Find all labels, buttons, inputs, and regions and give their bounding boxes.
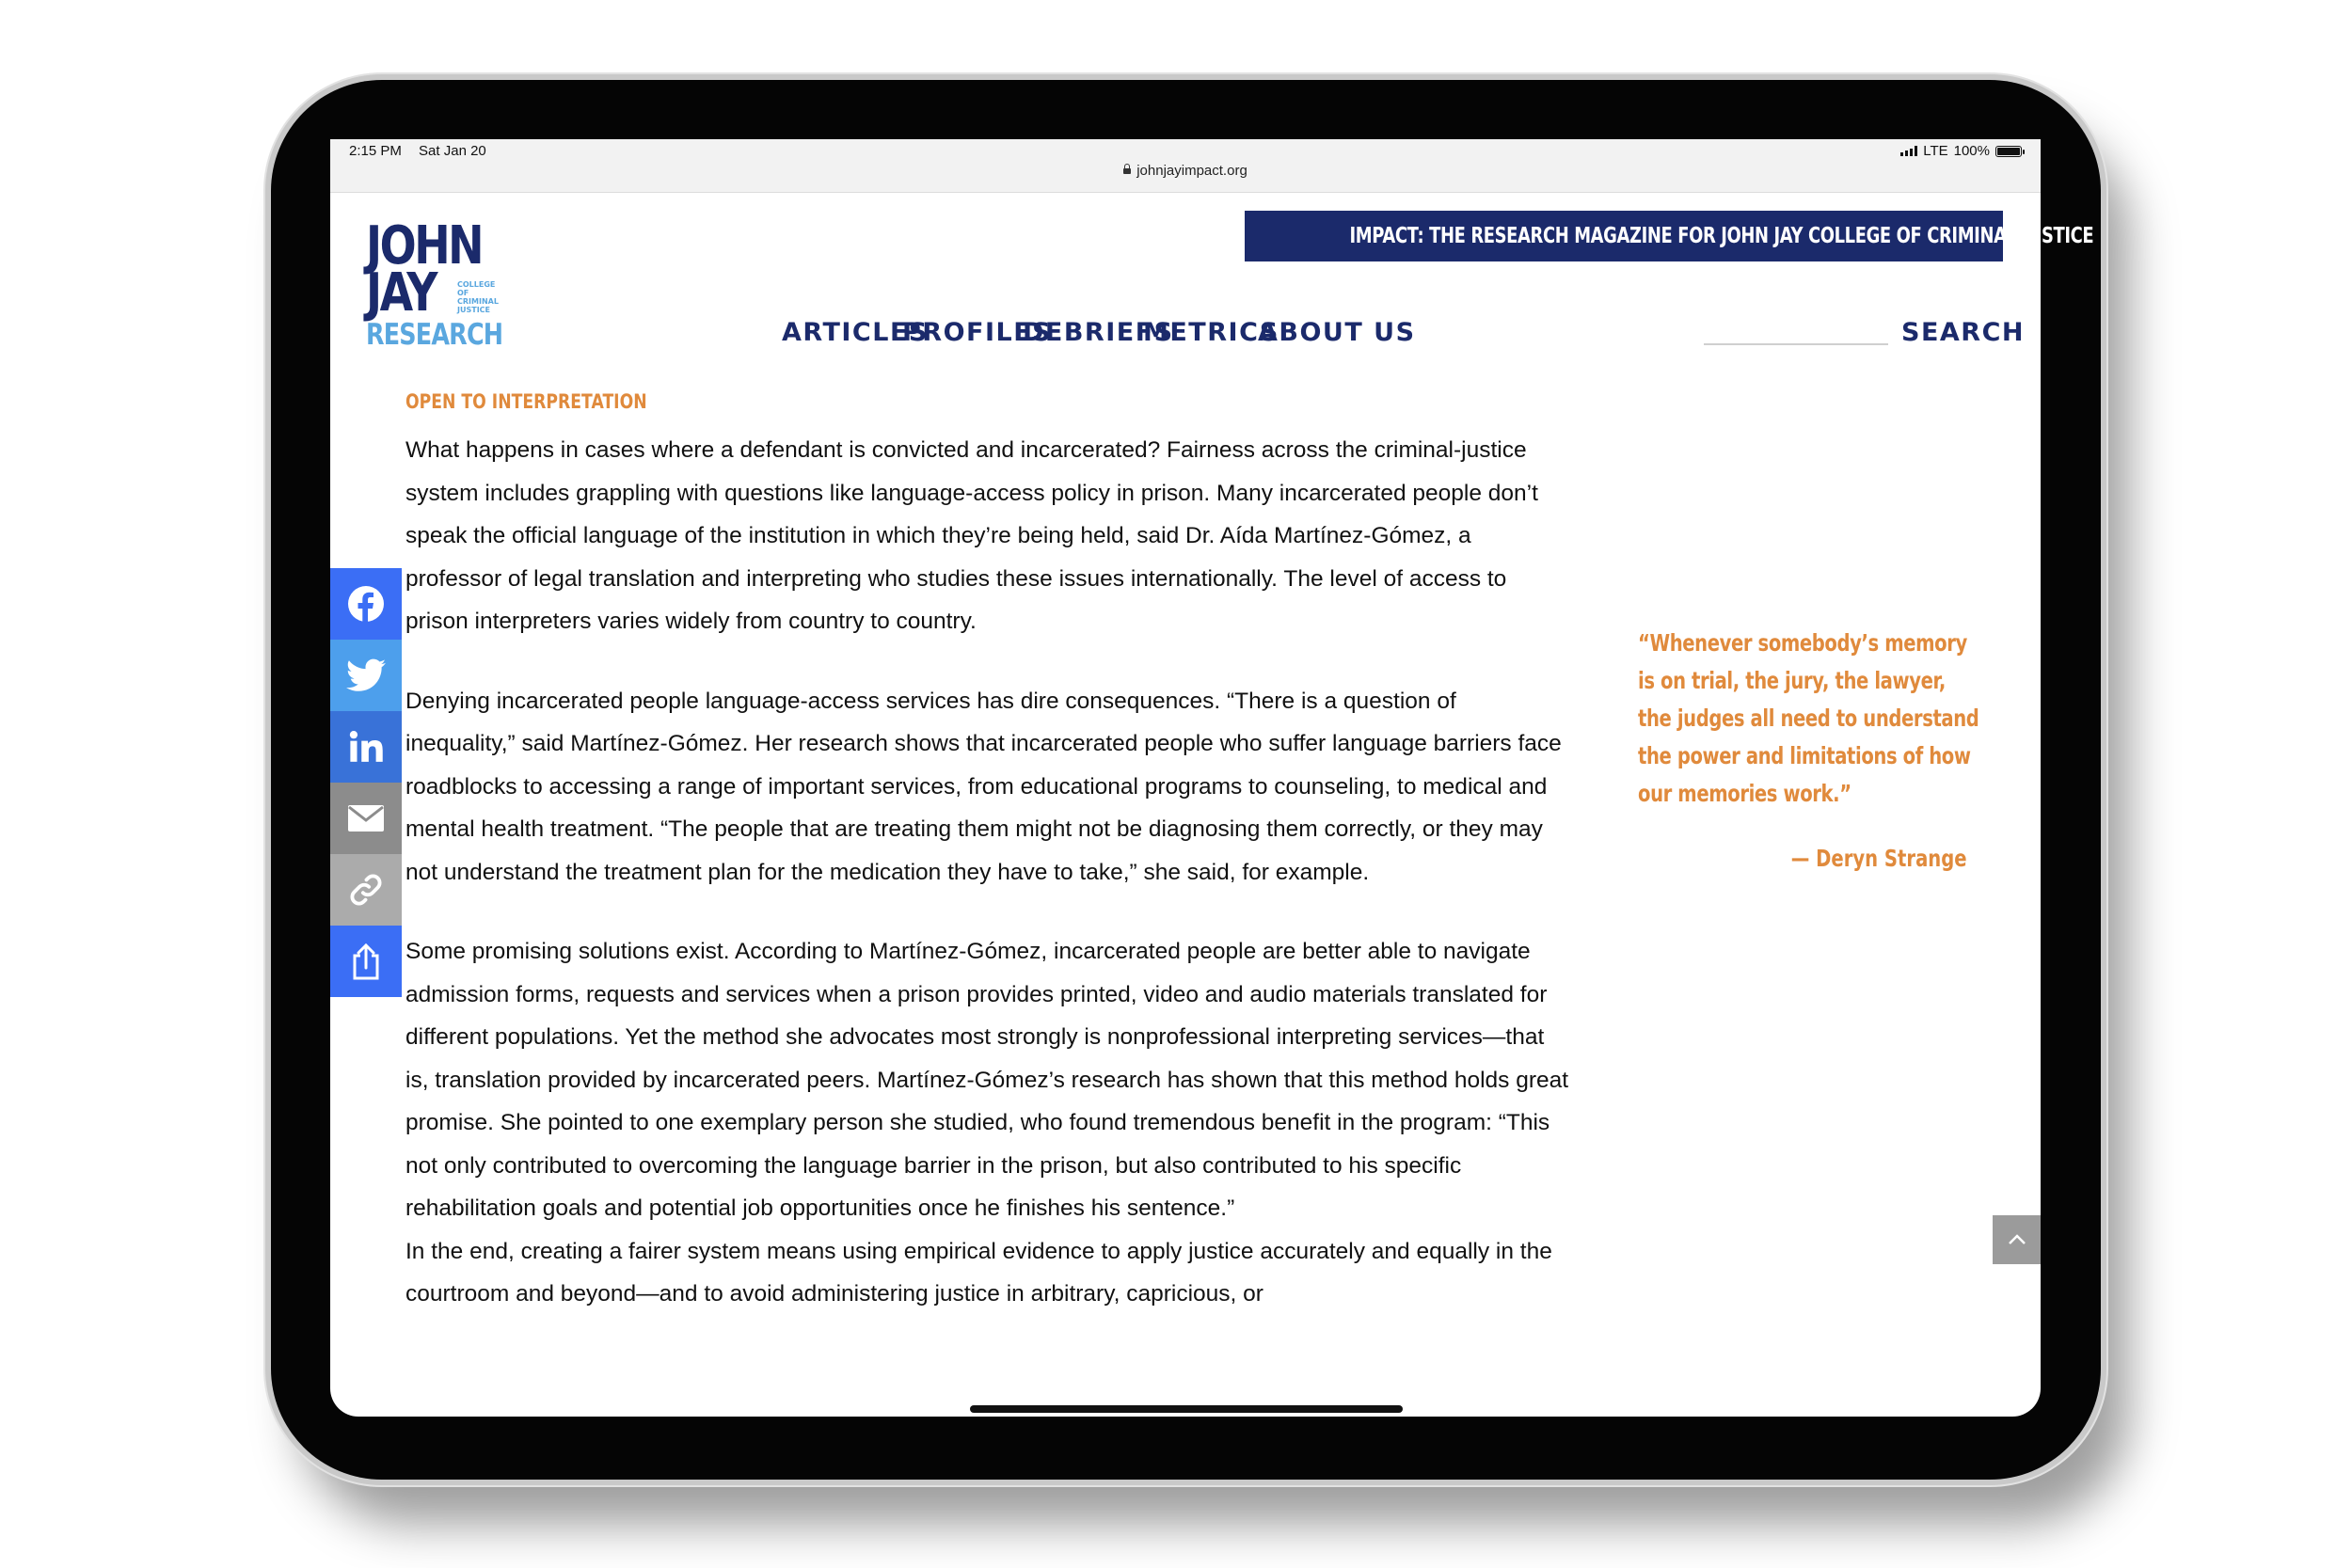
battery-label: 100%: [1953, 143, 1990, 159]
pull-quote-attribution: — Deryn Strange: [1791, 845, 1967, 872]
email-icon: [347, 804, 385, 832]
home-indicator[interactable]: [970, 1405, 1403, 1413]
copy-link-button[interactable]: [330, 854, 402, 926]
status-bar: [330, 139, 2041, 193]
nav-about-us[interactable]: ABOUT US: [1258, 318, 1416, 347]
email-share-button[interactable]: [330, 783, 402, 854]
pull-quote-text: “Whenever somebody’s memory is on trial, the jury, the lawyer, the judges all need to understand the power and limitations of how our memories work.”: [1638, 629, 1979, 807]
share-icon: [350, 942, 382, 980]
magazine-banner[interactable]: IMPACT: THE RESEARCH MAGAZINE FOR JOHN JAY COLLEGE OF CRIMINAL JUSTICE: [1245, 211, 2003, 261]
chevron-up-icon: [2007, 1233, 2027, 1246]
status-time: 2:15 PM: [349, 143, 402, 159]
search-button[interactable]: SEARCH: [1901, 318, 2025, 347]
battery-icon: [1995, 146, 2022, 157]
nav-metrics[interactable]: METRICS: [1143, 318, 1279, 347]
pull-quote: [1638, 625, 1986, 813]
nav-profiles[interactable]: PROFILES: [902, 318, 1053, 347]
status-right: [1900, 143, 2022, 159]
address-bar[interactable]: [330, 163, 2041, 179]
more-share-button[interactable]: [330, 926, 402, 997]
facebook-share-button[interactable]: [330, 568, 402, 640]
article-paragraph: Denying incarcerated people language-access services has dire consequences. “There is a question of inequality,” said Martínez-Gómez. Her research shows that incarcerated people who suffer language barriers face roadblocks to accessing a range of important services, from educational programs to counseling, to medical and mental health treatment. “The people that are treating them might not be diagnosing them correctly, or they may not understand the treatment plan for the medication they have to take,” she said, for example.: [405, 688, 1562, 885]
signal-icon: [1900, 146, 1917, 156]
logo-subtitle: COLLEGE OF CRIMINAL JUSTICE: [457, 280, 499, 314]
copy-link-icon: [348, 872, 384, 908]
nav-debriefs[interactable]: DEBRIEFS: [1023, 318, 1174, 347]
network-label: LTE: [1923, 143, 1948, 159]
status-date: Sat Jan 20: [419, 143, 486, 159]
browser-viewport: [330, 139, 2094, 1417]
article-kicker: OPEN TO INTERPRETATION: [405, 390, 647, 413]
twitter-share-button[interactable]: [330, 640, 402, 711]
logo-research: RESEARCH: [366, 318, 503, 352]
share-bar: [330, 568, 402, 997]
status-left: [349, 143, 500, 159]
twitter-icon: [346, 658, 386, 692]
nav-articles[interactable]: ARTICLES: [782, 318, 929, 347]
article-paragraph: In the end, creating a fairer system means using empirical evidence to apply justice accurately and equally in the courtroom and beyond—and to avoid administering justice in arbitrary, capricious, or: [405, 1238, 1552, 1307]
address-url: johnjayimpact.org: [1136, 163, 1248, 179]
back-to-top-button[interactable]: [1993, 1215, 2041, 1264]
logo-jay: JAY: [366, 262, 437, 324]
site-logo[interactable]: [366, 215, 516, 352]
lock-icon: [1123, 168, 1131, 174]
linkedin-icon: [348, 729, 384, 765]
article-paragraph: Some promising solutions exist. According to Martínez-Gómez, incarcerated people are better able to navigate admission forms, requests and services when a prison provides printed, video and audio materials translated for different populations. Yet the method she advocates most strongly is nonprofessional interpreting services—that is, translation provided by incarcerated peers. Martínez-Gómez’s research has shown that this method holds great promise. She pointed to one exemplary person she studied, who found tremendous benefit in the program: “This not only contributed to overcoming the language barrier in the prison, but also contributed to his specific rehabilitation goals and potential job opportunities once he finishes his sentence.”: [405, 939, 1569, 1221]
linkedin-share-button[interactable]: [330, 711, 402, 783]
search-input[interactable]: [1704, 343, 1888, 345]
facebook-icon: [347, 585, 385, 623]
logo-john: JOHN: [366, 215, 483, 277]
article-body: [405, 429, 1572, 1316]
article-paragraph: What happens in cases where a defendant is convicted and incarcerated? Fairness across the criminal-justice system includes grappling with questions like language-access policy in prison. Many incarcerated people don’t speak the official language of the institution in which they’re being held, said Dr. Aída Martínez-Gómez, a professor of legal translation and interpreting who studies these issues internationally. The level of access to prison interpreters varies widely from country to country.: [405, 437, 1538, 634]
